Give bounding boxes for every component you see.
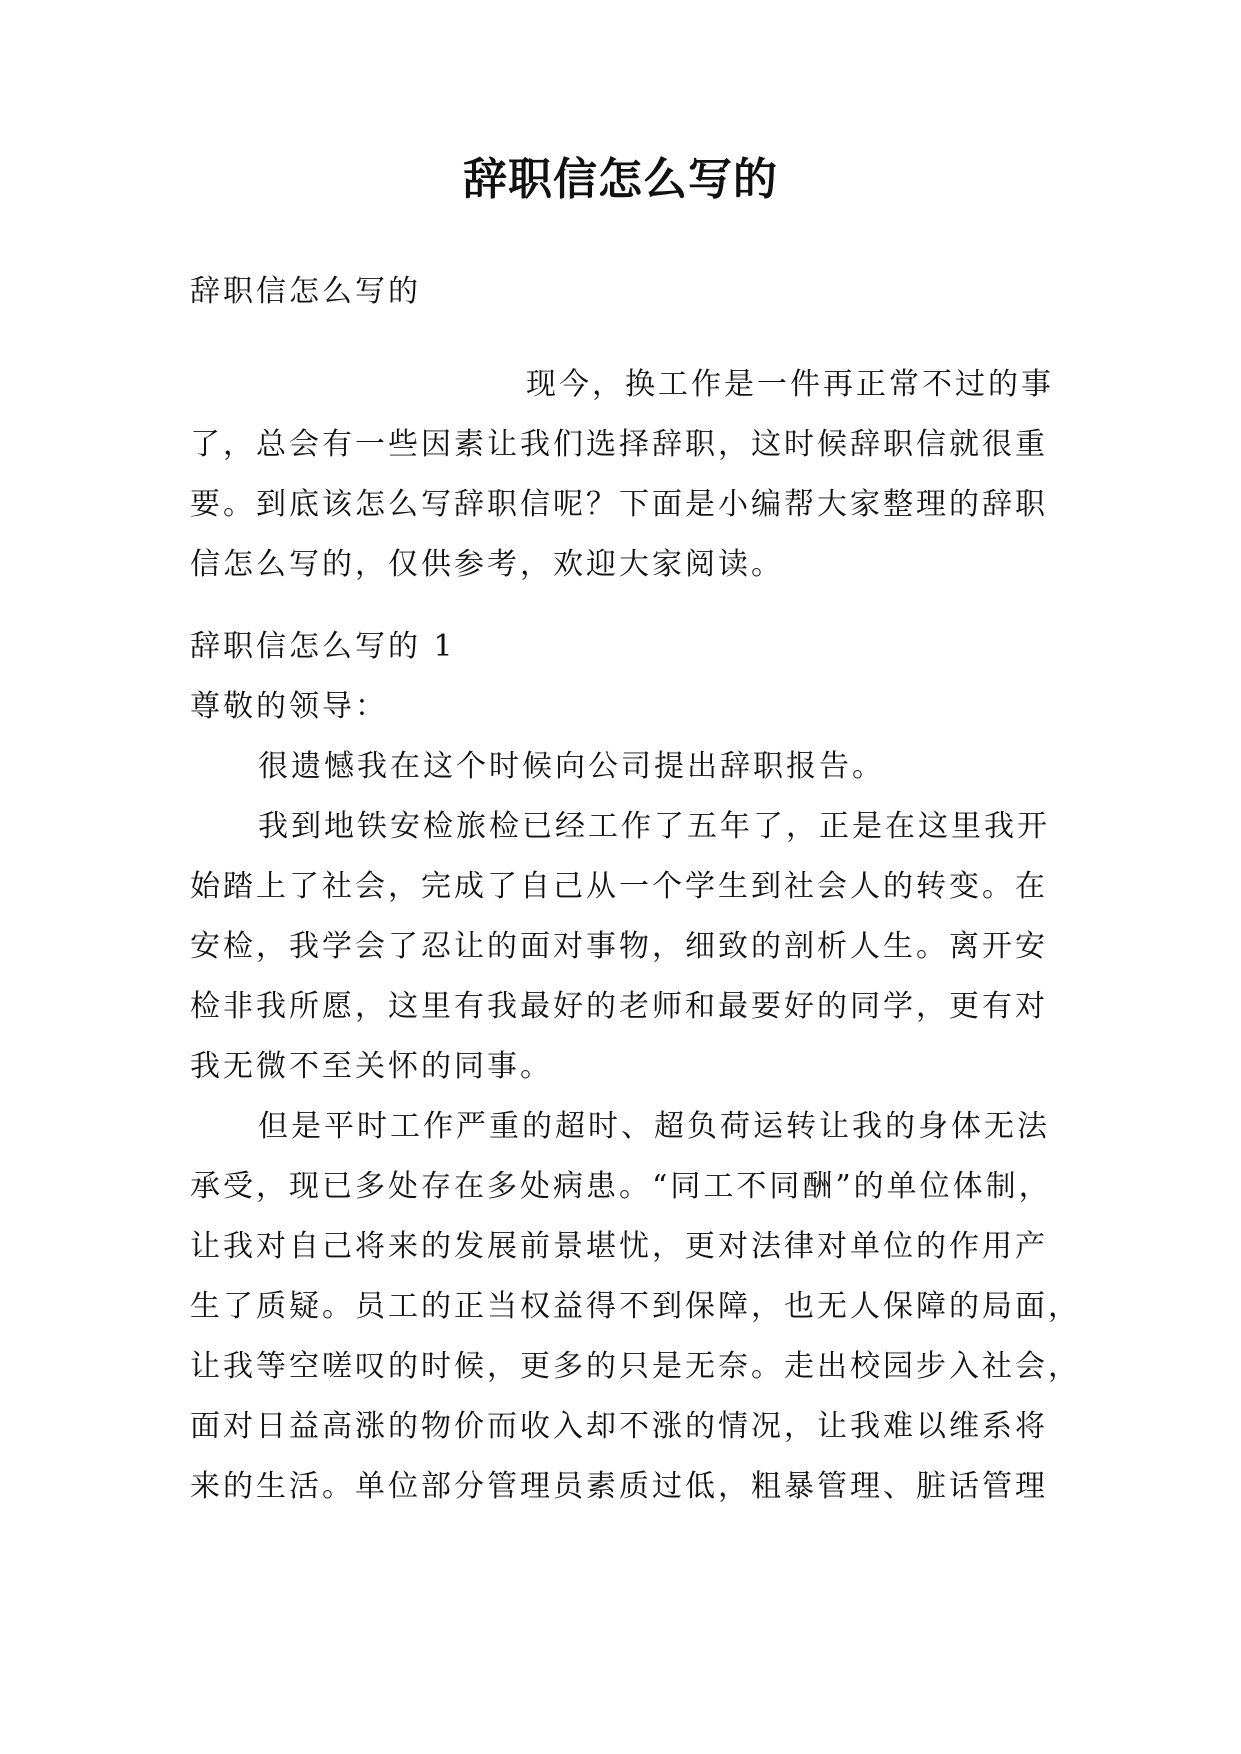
paragraph-3-line: 让我对自己将来的发展前景堪忧，更对法律对单位的作用产 [190, 1229, 1048, 1264]
paragraph-3-line: 承受，现已多处存在多处病患。“同工不同酬”的单位体制， [190, 1169, 1052, 1204]
salutation: 尊敬的领导： [190, 689, 388, 724]
paragraph-2-line: 检非我所愿，这里有我最好的老师和最要好的同学，更有对 [190, 989, 1048, 1024]
intro-line: 现今，换工作是一件再正常不过的事 [526, 367, 1054, 402]
intro-line: 要。到底该怎么写辞职信呢？下面是小编帮大家整理的辞职 [190, 487, 1048, 522]
subtitle [190, 262, 1060, 322]
intro-line: 信怎么写的，仅供参考，欢迎大家阅读。 [190, 547, 784, 582]
paragraph-3-line: 生了质疑。员工的正当权益得不到保障，也无人保障的局面， [190, 1289, 1081, 1324]
paragraph-2-line: 安检，我学会了忍让的面对事物，细致的剖析人生。离开安 [190, 929, 1048, 964]
intro-line: 了，总会有一些因素让我们选择辞职，这时候辞职信就很重 [190, 427, 1048, 462]
paragraph-2-line: 我无微不至关怀的同事。 [190, 1049, 553, 1084]
paragraph-3-line: 面对日益高涨的物价而收入却不涨的情况，让我难以维系将 [190, 1409, 1048, 1444]
section-heading: 辞职信怎么写的 1 [190, 629, 456, 664]
paragraph-2-line: 始踏上了社会，完成了自己从一个学生到社会人的转变。在 [190, 869, 1048, 904]
document-title: 辞职信怎么写的 [463, 154, 778, 205]
letter-body [190, 617, 1081, 1517]
paragraph-1-line: 很遗憾我在这个时候向公司提出辞职报告。 [258, 749, 885, 784]
paragraph-3-line: 让我等空嗟叹的时候，更多的只是无奈。走出校园步入社会， [190, 1349, 1081, 1384]
paragraph-3-line: 来的生活。单位部分管理员素质过低，粗暴管理、脏话管理 [190, 1469, 1048, 1504]
subtitle-text: 辞职信怎么写的 [190, 274, 421, 309]
paragraph-2-line: 我到地铁安检旅检已经工作了五年了，正是在这里我开 [258, 809, 1050, 844]
paragraph-3-line: 但是平时工作严重的超时、超负荷运转让我的身体无法 [258, 1109, 1050, 1144]
intro-paragraph [190, 355, 1060, 595]
